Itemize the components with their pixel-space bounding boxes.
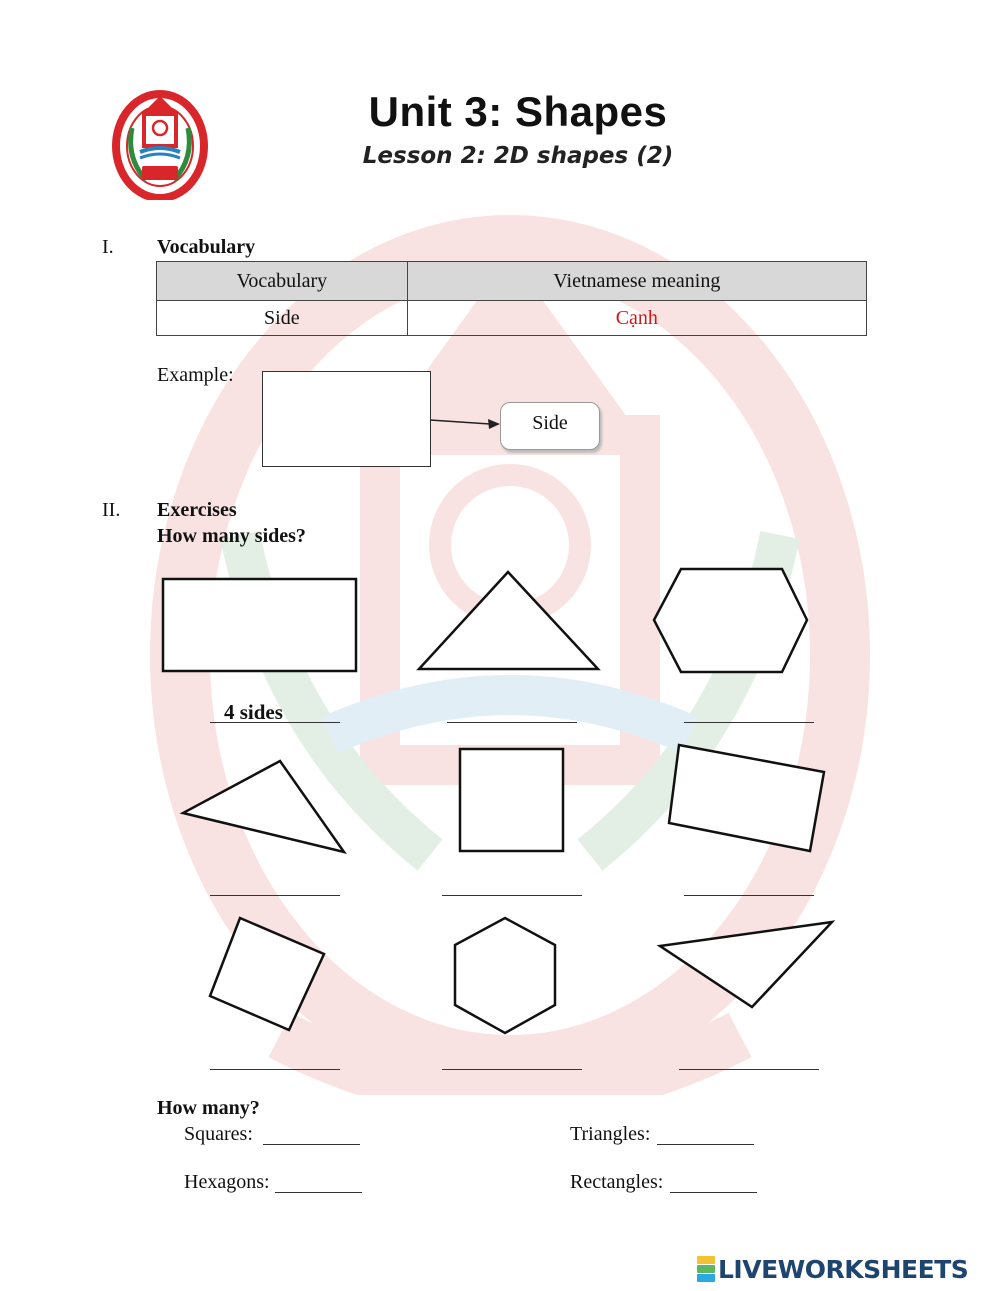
- answer-blank[interactable]: [684, 894, 814, 896]
- answer-blank[interactable]: [679, 1068, 819, 1070]
- liveworksheets-logo-icon: [697, 1256, 715, 1283]
- shape-triangle: [183, 761, 344, 852]
- squares-label: Squares:: [184, 1123, 253, 1145]
- triangles-answer-blank[interactable]: [657, 1143, 754, 1145]
- column-header-vocabulary: Vocabulary: [157, 262, 408, 301]
- shape-triangle: [660, 922, 832, 1007]
- side-callout: Side: [500, 402, 600, 450]
- squares-answer-blank[interactable]: [263, 1143, 360, 1145]
- how-many-sides-question: How many sides?: [157, 525, 306, 547]
- section-2-title: Exercises: [157, 499, 237, 521]
- section-1-number: I.: [102, 236, 114, 258]
- rectangles-answer-blank[interactable]: [670, 1191, 757, 1193]
- how-many-question: How many?: [157, 1097, 260, 1119]
- answer-blank[interactable]: [210, 894, 340, 896]
- shape-rectangle: [163, 579, 356, 671]
- vocabulary-cell: Side: [157, 301, 408, 336]
- shape-triangle: [419, 572, 598, 669]
- shape-hexagon: [654, 569, 807, 672]
- column-header-meaning: Vietnamese meaning: [407, 262, 866, 301]
- answer-blank[interactable]: [210, 1068, 340, 1070]
- shape-hexagon: [455, 918, 555, 1033]
- answer-blank[interactable]: [442, 1068, 582, 1070]
- rectangles-label: Rectangles:: [570, 1171, 664, 1193]
- hexagons-answer-blank[interactable]: [275, 1191, 362, 1193]
- answer-blank[interactable]: [442, 894, 582, 896]
- answer-text: 4 sides: [224, 700, 283, 724]
- example-label: Example:: [157, 364, 234, 386]
- page-title: Unit 3: Shapes: [368, 88, 668, 135]
- page-subtitle: Lesson 2: 2D shapes (2): [362, 143, 674, 169]
- brand-name: LIVEWORKSHEETS: [718, 1254, 969, 1284]
- answer-blank[interactable]: [684, 721, 814, 723]
- answer-blank[interactable]: [447, 721, 577, 723]
- liveworksheets-brand: [697, 1253, 968, 1285]
- section-1-title: Vocabulary: [157, 236, 256, 258]
- shape-square: [460, 749, 563, 851]
- meaning-cell: Cạnh: [407, 301, 866, 336]
- hexagons-label: Hexagons:: [184, 1171, 270, 1193]
- section-2-number: II.: [102, 499, 121, 521]
- triangles-label: Triangles:: [570, 1123, 651, 1145]
- shape-rectangle: [669, 745, 824, 851]
- shape-square: [210, 918, 324, 1030]
